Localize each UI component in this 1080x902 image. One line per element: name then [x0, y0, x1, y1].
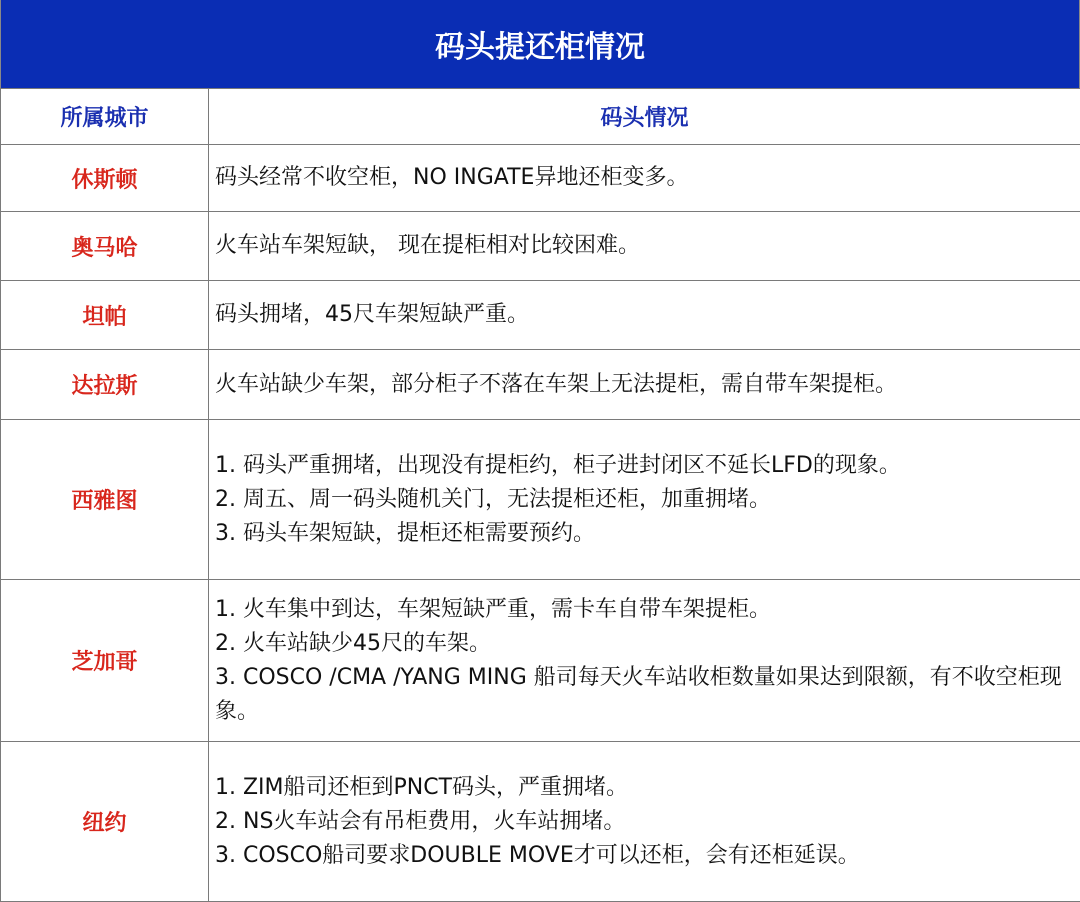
situation-cell: [209, 580, 1080, 742]
situation-line: 3. 码头车架短缺，提柜还柜需要预约。: [215, 517, 1076, 551]
situation-line: 2. 火车站缺少45尺的车架。: [215, 627, 1076, 661]
city-cell: 坦帕: [1, 281, 209, 350]
table-title-text: 码头提还柜情况: [435, 22, 645, 66]
table-row: [1, 420, 1080, 580]
situation-cell: [209, 145, 1080, 212]
situation-cell: [209, 420, 1080, 580]
situation-line: 2. NS火车站会有吊柜费用，火车站拥堵。: [215, 805, 1076, 839]
city-cell: 奥马哈: [1, 212, 209, 281]
city-cell: 西雅图: [1, 420, 209, 580]
situation-line: 3. COSCO /CMA /YANG MING 船司每天火车站收柜数量如果达到限额，有不收空柜现象。: [215, 661, 1076, 729]
header-row: [1, 89, 1080, 145]
city-cell: 达拉斯: [1, 350, 209, 420]
situation-cell: [209, 212, 1080, 281]
city-cell: 休斯顿: [1, 145, 209, 212]
city-cell: 纽约: [1, 742, 209, 902]
terminal-status-table: [0, 88, 1080, 902]
city-cell: 芝加哥: [1, 580, 209, 742]
situation-line: 3. COSCO船司要求DOUBLE MOVE才可以还柜，会有还柜延误。: [215, 839, 1076, 873]
situation-cell: [209, 742, 1080, 902]
table-title: [0, 0, 1080, 88]
table-row: [1, 145, 1080, 212]
situation-line: 2. 周五、周一码头随机关门，无法提柜还柜，加重拥堵。: [215, 483, 1076, 517]
situation-line: 火车站车架短缺， 现在提柜相对比较困难。: [215, 229, 1076, 263]
table-row: [1, 212, 1080, 281]
situation-cell: [209, 350, 1080, 420]
situation-line: 1. 火车集中到达，车架短缺严重，需卡车自带车架提柜。: [215, 593, 1076, 627]
situation-cell: [209, 281, 1080, 350]
situation-line: 码头经常不收空柜，NO INGATE异地还柜变多。: [215, 161, 1076, 195]
situation-line: 火车站缺少车架，部分柜子不落在车架上无法提柜，需自带车架提柜。: [215, 368, 1076, 402]
table-row: [1, 580, 1080, 742]
header-city: 所属城市: [1, 89, 209, 145]
table-row: [1, 350, 1080, 420]
table-row: [1, 742, 1080, 902]
situation-line: 码头拥堵，45尺车架短缺严重。: [215, 298, 1076, 332]
situation-line: 1. ZIM船司还柜到PNCT码头，严重拥堵。: [215, 771, 1076, 805]
header-situation: 码头情况: [209, 89, 1080, 145]
table-row: [1, 281, 1080, 350]
situation-line: 1. 码头严重拥堵，出现没有提柜约，柜子进封闭区不延长LFD的现象。: [215, 449, 1076, 483]
